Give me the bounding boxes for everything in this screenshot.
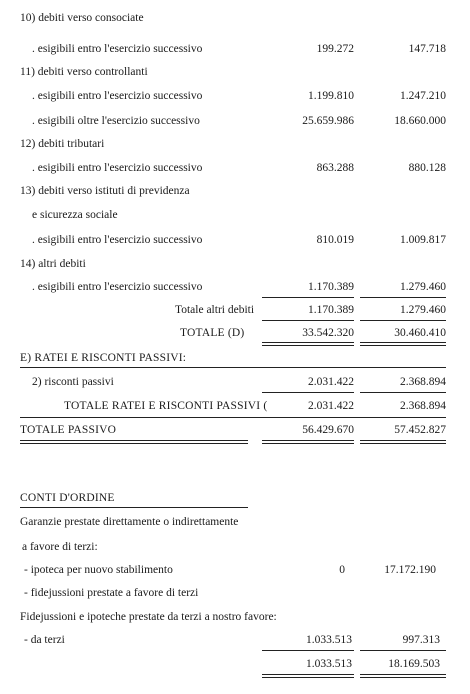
tributari-entro-label: . esigibili entro l'esercizio successivo — [32, 162, 203, 174]
totale-ratei-risconti-label: TOTALE RATEI E RISCONTI PASSIVI ( — [64, 400, 268, 412]
section-rule — [20, 367, 446, 368]
ratei-risconti-heading: E) RATEI E RISCONTI PASSIVI: — [20, 352, 187, 364]
controllanti-entro-value-1: 1.199.810 — [308, 90, 354, 102]
debiti-consociate-heading: 10) debiti verso consociate — [20, 12, 144, 24]
tributari-entro-value-2: 880.128 — [408, 162, 446, 174]
totale-d-value-2: 30.460.410 — [394, 327, 446, 339]
double-rule — [360, 674, 446, 678]
risconti-passivi-label: 2) risconti passivi — [32, 376, 114, 388]
fidejussioni-terzi-label: Fidejussioni e ipoteche prestate da terzi a nostro favore: — [20, 611, 277, 623]
totale-passivo-value-1: 56.429.670 — [302, 424, 354, 436]
conti-totale-value-1: 1.033.513 — [306, 658, 352, 670]
da-terzi-value-1: 1.033.513 — [306, 634, 352, 646]
garanzie-label: Garanzie prestate direttamente o indirettamente — [20, 516, 239, 528]
ipoteca-value-1: 0 — [339, 564, 345, 576]
section-rule — [20, 507, 248, 508]
previdenza-entro-label: . esigibili entro l'esercizio successivo — [32, 234, 203, 246]
conti-totale-value-2: 18.169.503 — [388, 658, 440, 670]
consociate-entro-value-2: 147.718 — [408, 43, 446, 55]
tributari-entro-value-1: 863.288 — [316, 162, 354, 174]
risconti-passivi-value-2: 2.368.894 — [400, 376, 446, 388]
rule — [262, 650, 354, 651]
da-terzi-value-2: 997.313 — [402, 634, 440, 646]
altri-entro-label: . esigibili entro l'esercizio successivo — [32, 281, 203, 293]
debiti-tributari-heading: 12) debiti tributari — [20, 138, 105, 150]
fidejussioni-label: - fidejussioni prestate a favore di terzi — [24, 587, 199, 599]
controllanti-oltre-value-2: 18.660.000 — [394, 115, 446, 127]
previdenza-entro-value-1: 810.019 — [316, 234, 354, 246]
totale-passivo-label: TOTALE PASSIVO — [20, 424, 117, 436]
totale-d-label: TOTALE (D) — [180, 327, 245, 339]
double-rule — [262, 342, 354, 346]
totale-altri-debiti-label: Totale altri debiti — [175, 304, 255, 316]
rule — [262, 320, 354, 321]
altri-entro-value-2: 1.279.460 — [400, 281, 446, 293]
totale-altri-debiti-value-1: 1.170.389 — [308, 304, 354, 316]
da-terzi-label: - da terzi — [24, 634, 65, 646]
rule — [360, 297, 446, 298]
conti-ordine-heading: CONTI D'ORDINE — [20, 492, 115, 504]
controllanti-entro-label: . esigibili entro l'esercizio successivo — [32, 90, 203, 102]
rule — [262, 297, 354, 298]
rule — [360, 392, 446, 393]
double-rule — [360, 342, 446, 346]
favore-terzi-label: a favore di terzi: — [22, 541, 98, 553]
double-rule — [360, 440, 446, 444]
debiti-previdenza-heading: 13) debiti verso istituti di previdenza — [20, 185, 190, 197]
ipoteca-value-2: 17.172.190 — [384, 564, 436, 576]
ipoteca-label: - ipoteca per nuovo stabilimento — [24, 564, 173, 576]
totale-ratei-risconti-value-2: 2.368.894 — [400, 400, 446, 412]
totale-altri-debiti-value-2: 1.279.460 — [400, 304, 446, 316]
rule — [360, 320, 446, 321]
double-rule — [262, 674, 354, 678]
debiti-controllanti-heading: 11) debiti verso controllanti — [20, 66, 148, 78]
totale-passivo-value-2: 57.452.827 — [394, 424, 446, 436]
totale-d-value-1: 33.542.320 — [302, 327, 354, 339]
controllanti-oltre-value-1: 25.659.986 — [302, 115, 354, 127]
altri-entro-value-1: 1.170.389 — [308, 281, 354, 293]
controllanti-oltre-label: . esigibili oltre l'esercizio successivo — [32, 115, 200, 127]
rule — [262, 392, 354, 393]
altri-debiti-heading: 14) altri debiti — [20, 258, 86, 270]
double-rule — [262, 440, 354, 444]
previdenza-entro-value-2: 1.009.817 — [400, 234, 446, 246]
consociate-entro-label: . esigibili entro l'esercizio successivo — [32, 43, 203, 55]
rule — [360, 650, 446, 651]
consociate-entro-value-1: 199.272 — [316, 43, 354, 55]
double-rule — [20, 440, 248, 444]
totale-ratei-risconti-value-1: 2.031.422 — [308, 400, 354, 412]
section-rule — [20, 417, 446, 418]
risconti-passivi-value-1: 2.031.422 — [308, 376, 354, 388]
controllanti-entro-value-2: 1.247.210 — [400, 90, 446, 102]
debiti-previdenza-heading-cont: e sicurezza sociale — [32, 209, 118, 221]
